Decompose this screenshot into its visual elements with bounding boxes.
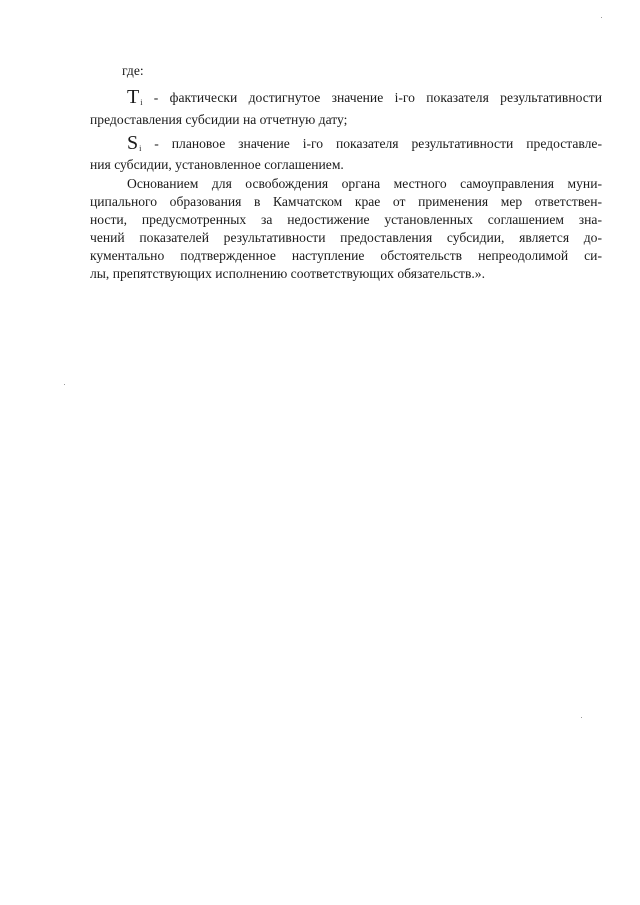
definition-t-text: - фактически достигнутое значение i-го показателя результативности bbox=[153, 90, 602, 105]
symbol-s: S bbox=[127, 132, 139, 154]
symbol-t-subscript: i bbox=[140, 98, 143, 107]
paragraph-line-1: Основанием для освобождения органа местного самоуправления муни- bbox=[127, 176, 602, 191]
definition-s-line-1 bbox=[127, 134, 602, 152]
scan-speck bbox=[581, 717, 582, 718]
definition-t-line-1 bbox=[127, 88, 602, 106]
symbol-s-subscript: i bbox=[139, 144, 142, 153]
paragraph-line-4: чений показателей результативности предоставления субсидии, является до- bbox=[90, 230, 602, 245]
where-label: где: bbox=[122, 63, 144, 78]
definition-t-line-2: предоставления субсидии на отчетную дату; bbox=[90, 112, 348, 127]
paragraph-line-3: ности, предусмотренных за недостижение установленных соглашением зна- bbox=[90, 212, 602, 227]
scan-speck bbox=[601, 17, 602, 18]
paragraph-line-5: кументально подтвержденное наступление обстоятельств непреодолимой си- bbox=[90, 248, 602, 263]
paragraph-line-2: ципального образования в Камчатском крае от применения мер ответствен- bbox=[90, 194, 602, 209]
paragraph-line-6: лы, препятствующих исполнению соответствующих обязательств.». bbox=[90, 266, 485, 281]
definition-s-line-2: ния субсидии, установленное соглашением. bbox=[90, 157, 344, 172]
definition-s-text: - плановое значение i-го показателя результативности предоставле- bbox=[154, 136, 602, 151]
scan-speck bbox=[64, 384, 65, 385]
symbol-t: T bbox=[127, 86, 140, 108]
